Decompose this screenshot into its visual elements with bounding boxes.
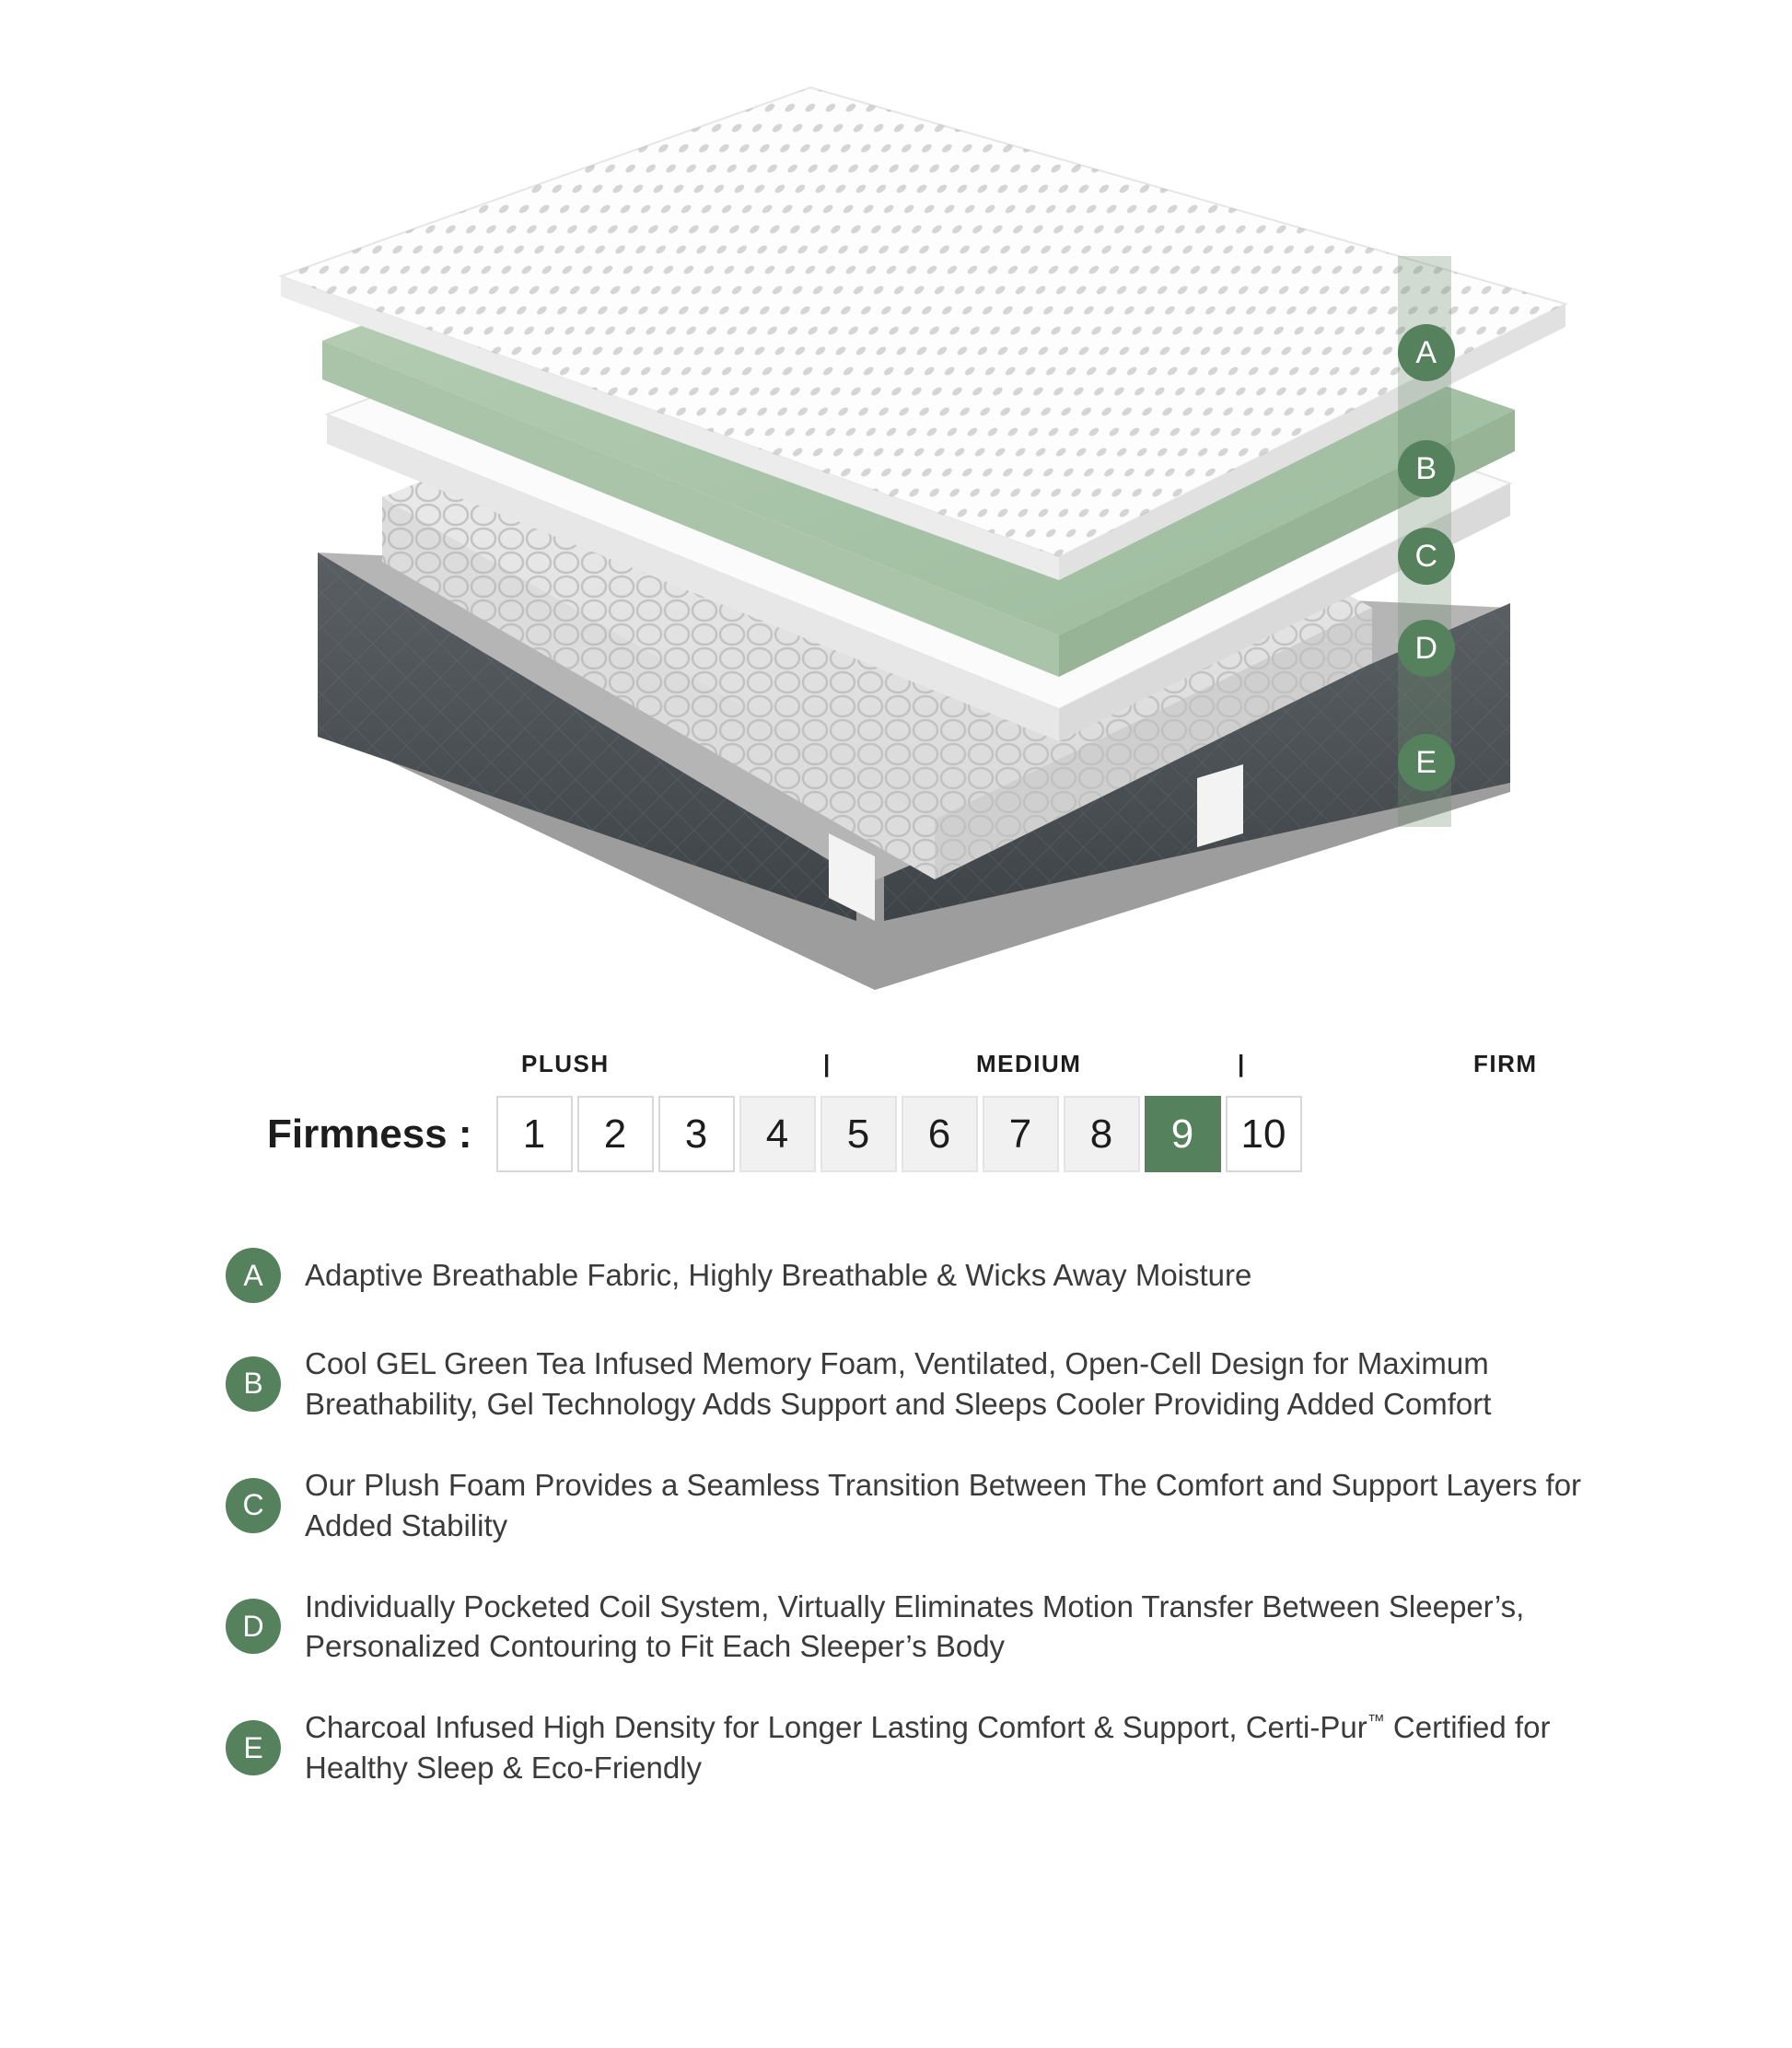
firmness-tick-1: | bbox=[823, 1050, 831, 1077]
layer-legend bbox=[226, 1248, 1607, 1829]
firmness-scale bbox=[496, 1096, 1307, 1172]
firmness-label-medium: MEDIUM bbox=[976, 1050, 1082, 1077]
legend-item-c bbox=[226, 1465, 1607, 1546]
legend-text-e bbox=[305, 1707, 1594, 1788]
legend-badge-b: B bbox=[226, 1356, 281, 1412]
firmness-cell-2[interactable]: 2 bbox=[577, 1096, 654, 1172]
legend-text-e-part2: Certified for Healthy Sleep & Eco-Friendly bbox=[305, 1710, 1551, 1786]
legend-text-b: Cool GEL Green Tea Infused Memory Foam, Ventilated, Open-Cell Design for Maximum Breathability, Gel Technology Adds Support and Sleeps Cooler Providing Added Comfort bbox=[305, 1346, 1492, 1421]
legend-text-e-part1: Charcoal Infused High Density for Longer Lasting Comfort & Support, Certi-Pur bbox=[305, 1710, 1367, 1745]
legend-badge-a: A bbox=[226, 1248, 281, 1303]
firmness-cell-10[interactable]: 10 bbox=[1226, 1096, 1302, 1172]
firmness-cell-6[interactable]: 6 bbox=[902, 1096, 978, 1172]
legend-text-d: Individually Pocketed Coil System, Virtually Eliminates Motion Transfer Between Sleeper’s, Personalized Contouring to Fit Each Sleeper’s Body bbox=[305, 1588, 1525, 1664]
layer-marker-c: C bbox=[1398, 528, 1455, 585]
legend-badge-d: D bbox=[226, 1599, 281, 1654]
firmness-section bbox=[0, 1050, 1792, 1172]
firmness-title: Firmness : bbox=[267, 1111, 472, 1157]
trademark-symbol: ™ bbox=[1367, 1712, 1385, 1732]
firmness-label-firm: FIRM bbox=[1473, 1050, 1538, 1077]
firmness-cell-3[interactable]: 3 bbox=[658, 1096, 735, 1172]
firmness-cell-4[interactable]: 4 bbox=[739, 1096, 816, 1172]
legend-text-c: Our Plush Foam Provides a Seamless Transition Between The Comfort and Support Layers for Added Stability bbox=[305, 1467, 1582, 1542]
legend-text-a: Adaptive Breathable Fabric, Highly Breathable & Wicks Away Moisture bbox=[305, 1258, 1252, 1293]
legend-item-b bbox=[226, 1344, 1607, 1425]
legend-item-a bbox=[226, 1248, 1607, 1303]
layer-marker-b: B bbox=[1398, 440, 1455, 497]
firmness-cell-7[interactable]: 7 bbox=[983, 1096, 1059, 1172]
firmness-label-plush: PLUSH bbox=[521, 1050, 610, 1077]
firmness-scale-labels bbox=[516, 1050, 1556, 1090]
firmness-tick-2: | bbox=[1238, 1050, 1245, 1077]
legend-item-d bbox=[226, 1587, 1607, 1668]
legend-badge-c: C bbox=[226, 1478, 281, 1533]
firmness-cell-8[interactable]: 8 bbox=[1064, 1096, 1140, 1172]
layer-marker-a: A bbox=[1398, 324, 1455, 381]
layer-marker-d: D bbox=[1398, 620, 1455, 677]
legend-item-e bbox=[226, 1707, 1607, 1788]
firmness-cell-9[interactable]: 9 bbox=[1145, 1096, 1221, 1172]
firmness-cell-1[interactable]: 1 bbox=[496, 1096, 573, 1172]
firmness-cell-5[interactable]: 5 bbox=[820, 1096, 897, 1172]
layer-marker-e: E bbox=[1398, 734, 1455, 791]
legend-badge-e: E bbox=[226, 1720, 281, 1775]
